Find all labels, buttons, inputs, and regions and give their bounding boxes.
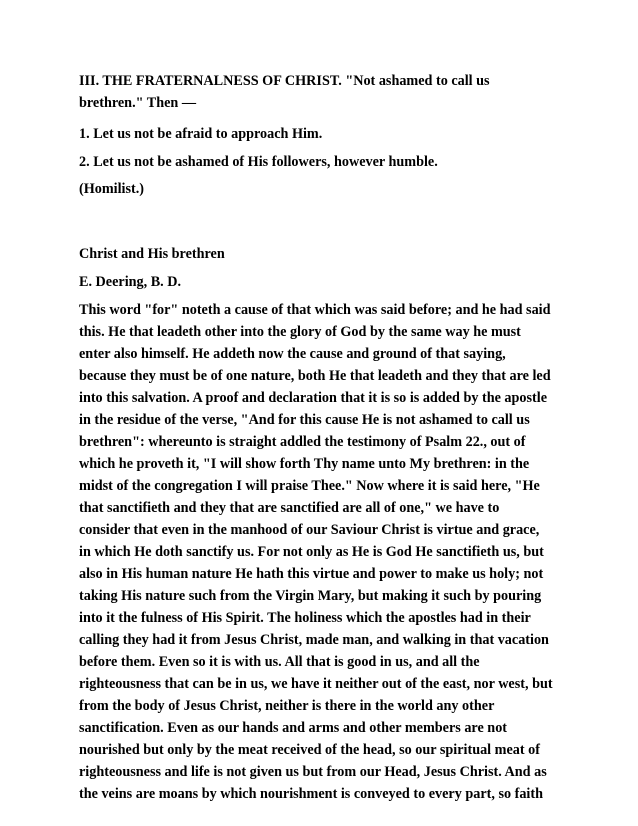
body-line: sanctification. Even as our hands and arms and other members are not — [79, 720, 508, 736]
body-line: righteousness and life is not given us but from our Head, Jesus Christ. And as — [79, 764, 547, 780]
heading-line: III. THE FRATERNALNESS OF CHRIST. "Not ashamed to call us — [79, 73, 490, 89]
heading-line: brethren." Then — — [79, 95, 197, 111]
section-title-text: Christ and His brethren — [79, 246, 225, 262]
body-line: before them. Even so it is with us. All that is good in us, and all the — [79, 654, 480, 670]
body-line: also in His human nature He hath this virtue and power to make us holy; not — [79, 566, 544, 582]
body-line: This word "for" noteth a cause of that which was said before; and he had said — [79, 302, 551, 318]
body-line: because they must be of one nature, both He that leadeth and they that are led — [79, 368, 551, 384]
body-line: enter also himself. He addeth now the cause and ground of that saying, — [79, 346, 506, 362]
source-citation-text: (Homilist.) — [79, 181, 145, 197]
body-line: taking His nature such from the Virgin Mary, but making it such by pouring — [79, 588, 542, 604]
body-line: the veins are moans by which nourishment is conveyed to every part, so faith — [79, 786, 543, 802]
body-line: into this salvation. A proof and declaration that it is so is added by the apostle — [79, 390, 547, 406]
point-two — [79, 151, 579, 173]
body-line: into it the fulness of His Spirit. The holiness which the apostles had in their — [79, 610, 531, 626]
body-line: calling they had it from Jesus Christ, made man, and walking in that vacation — [79, 632, 549, 648]
author-text: E. Deering, B. D. — [79, 274, 182, 290]
body-line: which he proveth it, "I will show forth Thy name unto My brethren: in the — [79, 456, 530, 472]
body-line: from the body of Jesus Christ, neither is there in the world any other — [79, 698, 495, 714]
point-one-text: 1. Let us not be afraid to approach Him. — [79, 126, 323, 142]
body-line: midst of the congregation I will praise Thee." Now where it is said here, "He — [79, 478, 540, 494]
author-line — [79, 271, 579, 293]
body-line: consider that even in the manhood of our Saviour Christ is virtue and grace, — [79, 522, 540, 538]
body-line: that sanctifieth and they that are sanctified are all of one," we have to — [79, 500, 500, 516]
body-line: in the residue of the verse, "And for this cause He is not ashamed to call us — [79, 412, 530, 428]
point-one — [79, 123, 579, 145]
section-title — [79, 243, 579, 265]
body-paragraph — [79, 299, 579, 805]
body-line: this. He that leadeth other into the glory of God by the same way he must — [79, 324, 521, 340]
body-line: in which He doth sanctify us. For not only as He is God He sanctifieth us, but — [79, 544, 544, 560]
body-line: nourished but only by the meat received of the head, so our spiritual meat of — [79, 742, 540, 758]
source-citation — [79, 178, 579, 200]
point-two-text: 2. Let us not be ashamed of His followers, however humble. — [79, 154, 438, 170]
section-heading — [79, 70, 579, 114]
body-line: righteousness that can be in us, we have it neither out of the east, nor west, but — [79, 676, 553, 692]
body-line: brethren": whereunto is straight addled the testimony of Psalm 22., out of — [79, 434, 526, 450]
